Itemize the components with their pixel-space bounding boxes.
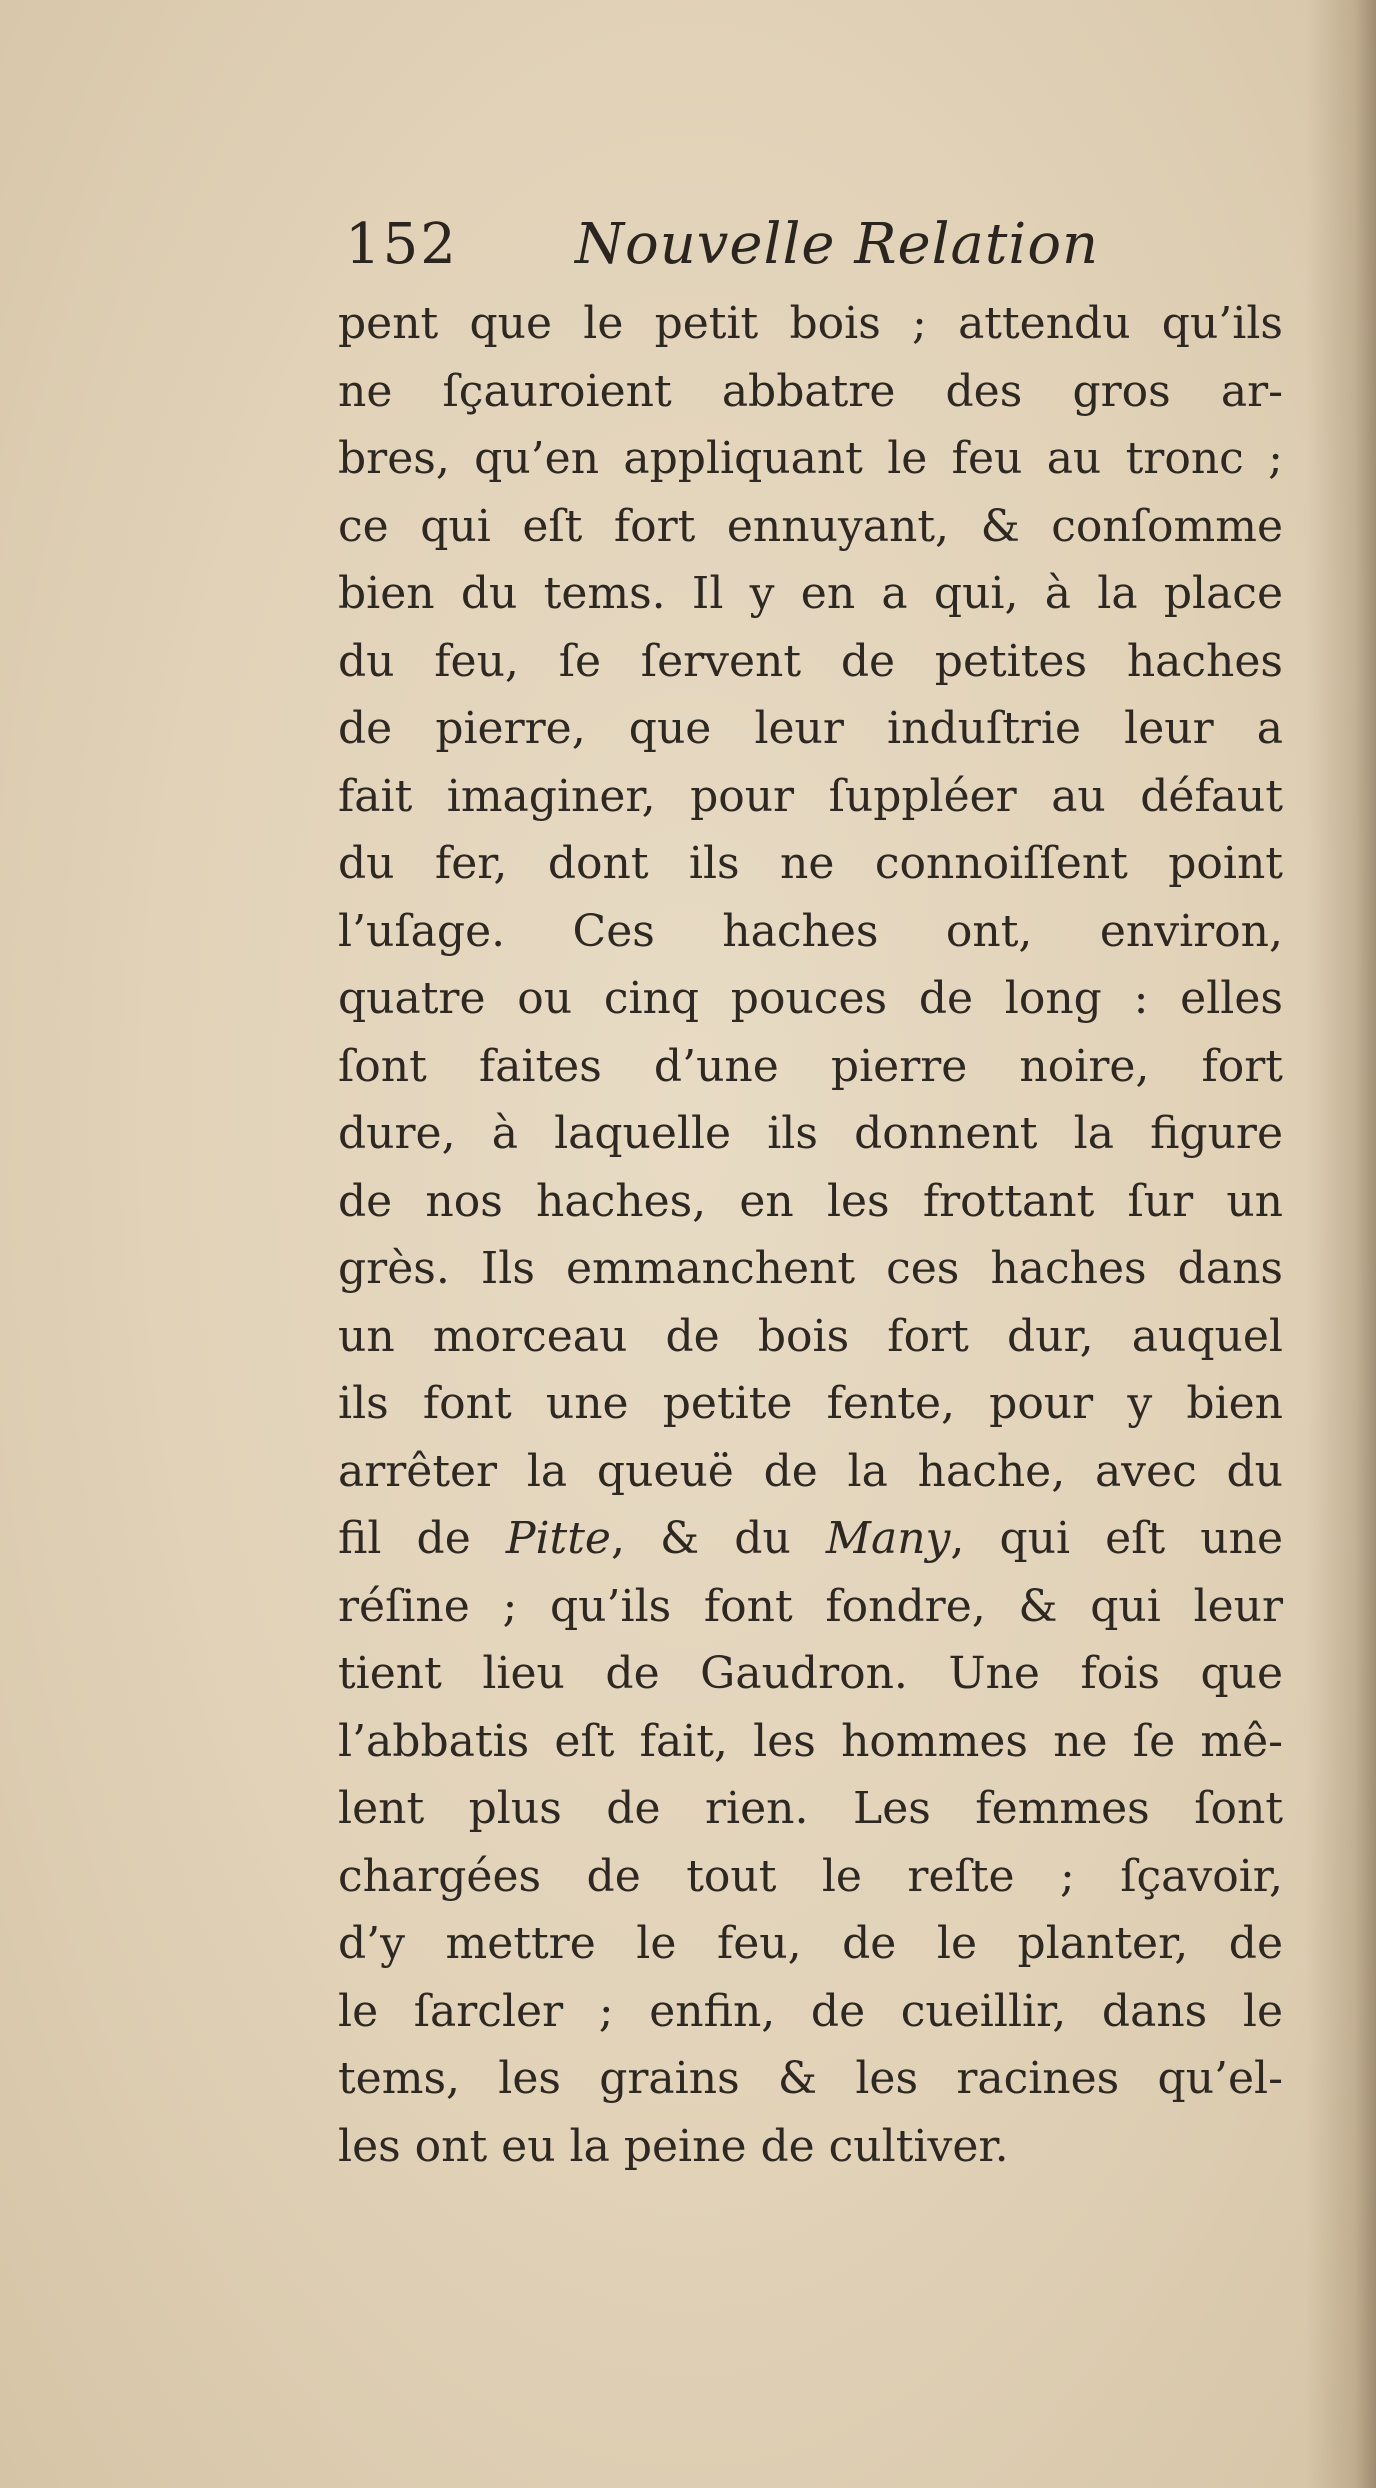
text-line: de pierre, que leur induſtrie leur a bbox=[338, 703, 1283, 754]
spine-shadow bbox=[1306, 0, 1376, 2488]
text-line: arrêter la queuë de la hache, avec du bbox=[338, 1445, 1283, 1497]
text-line: ce qui eſt fort ennuyant, & conſomme bbox=[338, 500, 1283, 552]
text-line: bres, qu’en appliquant le feu au tronc ; bbox=[338, 433, 1283, 484]
text-line: ne ſçauroient abbatre des gros ar- bbox=[338, 365, 1283, 417]
text-line: le ſarcler ; enfin, de cueillir, dans le bbox=[338, 1985, 1283, 2037]
text-line: l’abbatis eſt fait, les hommes ne ſe mê- bbox=[338, 1715, 1283, 1767]
text-line: d’y mettre le feu, de le planter, de bbox=[338, 1918, 1283, 1969]
text-line: bien du tems. Il y en a qui, à la place bbox=[338, 568, 1283, 619]
page-number: 152 bbox=[345, 212, 458, 277]
page-header bbox=[345, 205, 1245, 285]
text-line: fil de Pitte, & du Many, qui eſt une bbox=[338, 1513, 1283, 1564]
text-line: de nos haches, en les frottant ſur un bbox=[338, 1175, 1283, 1227]
text-line: quatre ou cinq pouces de long : elles bbox=[338, 973, 1283, 1024]
text-line: pent que le petit bois ; attendu qu’ils bbox=[338, 298, 1283, 349]
text-line: les ont eu la peine de cultiver. bbox=[338, 2120, 1009, 2172]
italic-term-many: Many bbox=[825, 1513, 951, 1564]
text-line: du feu, ſe ſervent de petites haches bbox=[338, 635, 1283, 687]
italic-term-pitte: Pitte bbox=[505, 1513, 611, 1564]
text-line: lent plus de rien. Les femmes ſont bbox=[338, 1783, 1283, 1834]
text-line: tient lieu de Gaudron. Une fois que bbox=[338, 1648, 1283, 1699]
text-line: un morceau de bois fort dur, auquel bbox=[338, 1310, 1283, 1362]
text-line: chargées de tout le reſte ; ſçavoir, bbox=[338, 1850, 1283, 1902]
text-line: tems, les grains & les racines qu’el- bbox=[338, 2053, 1283, 2104]
text-line: grès. Ils emmanchent ces haches dans bbox=[338, 1243, 1283, 1294]
running-title: Nouvelle Relation bbox=[575, 212, 1100, 277]
text-line: ils font une petite fente, pour y bien bbox=[338, 1378, 1283, 1429]
text-line: du fer, dont ils ne connoiſſent point bbox=[338, 838, 1283, 889]
text-line: fait imaginer, pour ſuppléer au défaut bbox=[338, 770, 1283, 822]
body-text bbox=[338, 290, 1283, 2180]
text-line: l’uſage. Ces haches ont, environ, bbox=[338, 905, 1283, 957]
text-line: ſont faites d’une pierre noire, fort bbox=[338, 1040, 1283, 1092]
text-line: dure, à laquelle ils donnent la figure bbox=[338, 1108, 1283, 1159]
text-line: réſine ; qu’ils font fondre, & qui leur bbox=[338, 1580, 1283, 1632]
